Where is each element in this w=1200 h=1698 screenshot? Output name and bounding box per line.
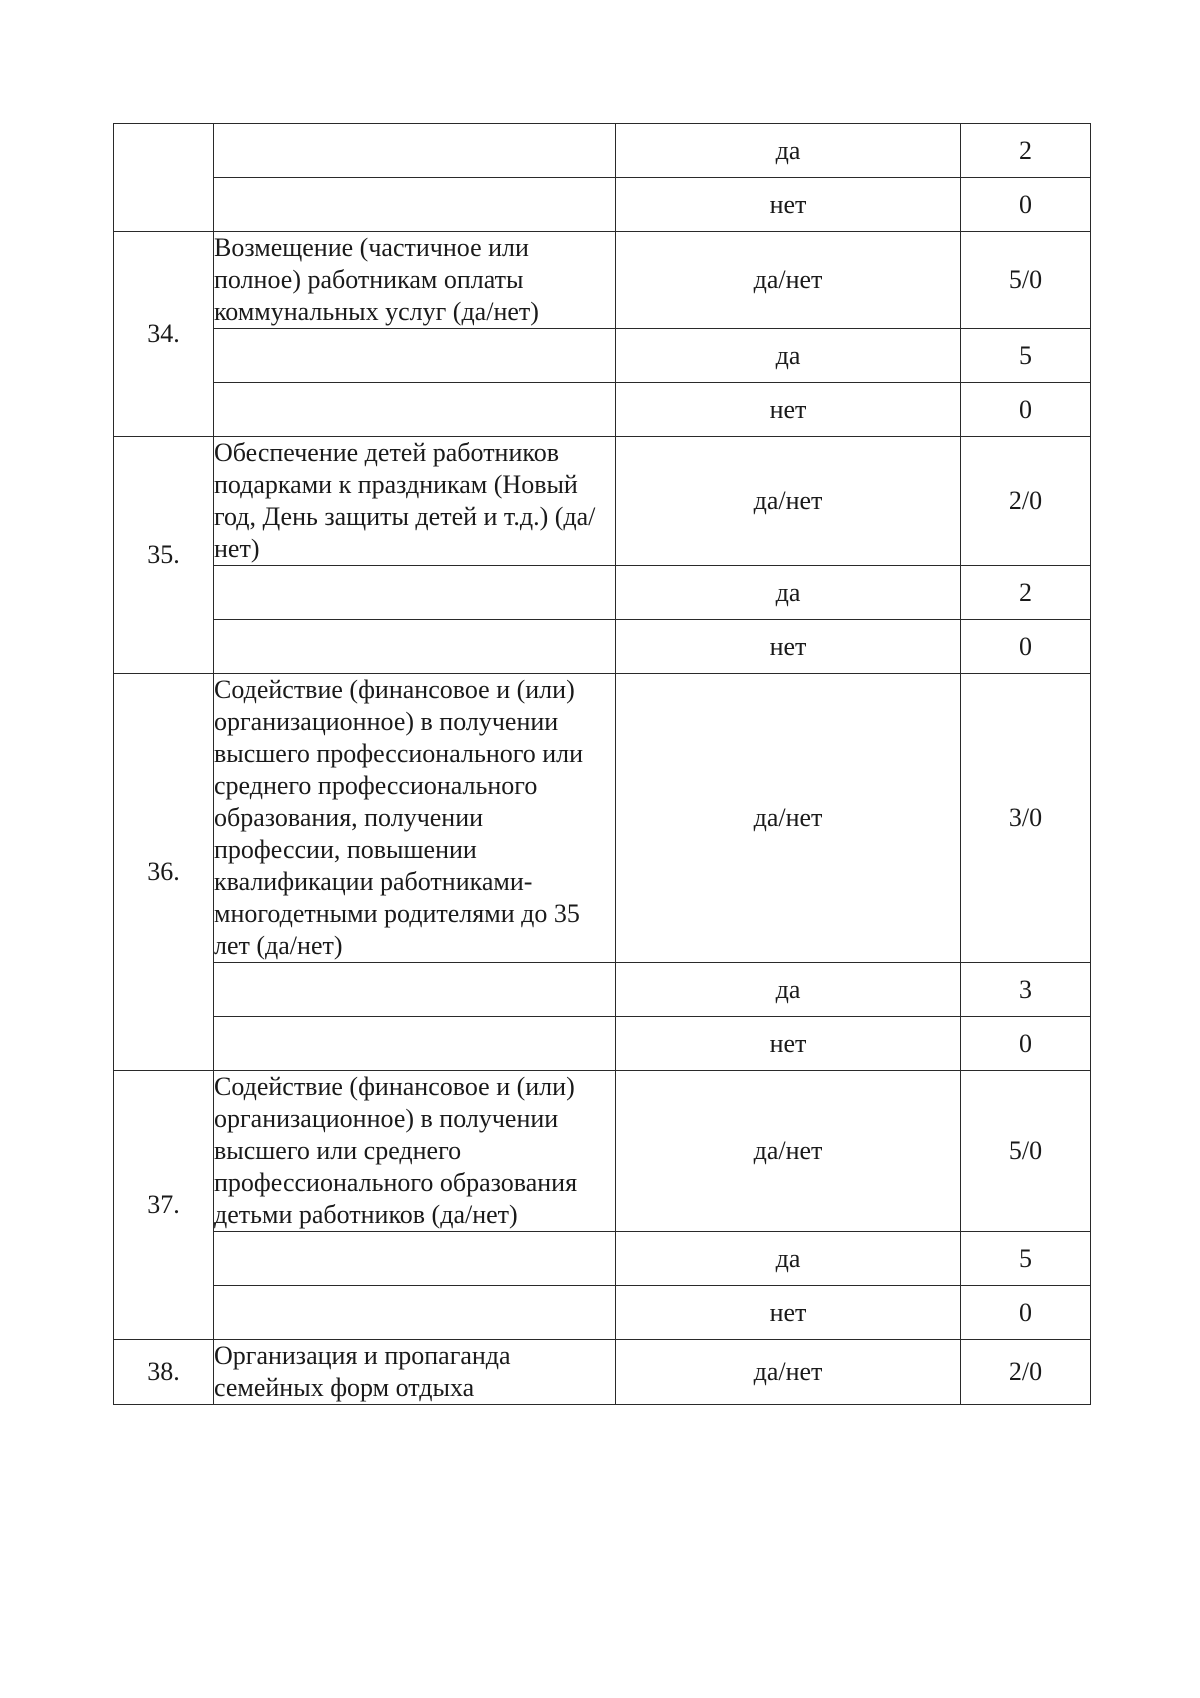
points-cell: 0 bbox=[961, 620, 1091, 674]
table-row bbox=[114, 437, 1091, 566]
name-cell bbox=[214, 383, 616, 437]
answer-cell: нет bbox=[616, 620, 961, 674]
answer-cell: нет bbox=[616, 178, 961, 232]
criteria-table bbox=[113, 123, 1091, 1405]
criterion-name-cell: Содействие (финансовое и (или) организационное) в получении высшего профессионального или среднего профессионального образования, получении профессии, повышении квалификации работниками-многодетными родителями до 35 лет (да/нет) bbox=[214, 674, 616, 963]
points-cell: 0 bbox=[961, 1286, 1091, 1340]
table-row bbox=[114, 1017, 1091, 1071]
name-cell bbox=[214, 566, 616, 620]
points-cell: 0 bbox=[961, 178, 1091, 232]
name-cell bbox=[214, 1232, 616, 1286]
criterion-name-cell: Организация и пропаганда семейных форм отдыха bbox=[214, 1340, 616, 1405]
points-cell: 3 bbox=[961, 963, 1091, 1017]
answer-cell: да bbox=[616, 329, 961, 383]
points-cell: 2 bbox=[961, 124, 1091, 178]
points-cell: 5 bbox=[961, 329, 1091, 383]
table-row bbox=[114, 124, 1091, 178]
criterion-name-cell: Обеспечение детей работников подарками к праздникам (Новый год, День защиты детей и т.д.) (да/нет) bbox=[214, 437, 616, 566]
table-row bbox=[114, 963, 1091, 1017]
points-cell: 5/0 bbox=[961, 1071, 1091, 1232]
points-cell: 0 bbox=[961, 383, 1091, 437]
item-number-cell: 36. bbox=[114, 674, 214, 1071]
item-number-cell: 37. bbox=[114, 1071, 214, 1340]
table-row bbox=[114, 1286, 1091, 1340]
points-cell: 2/0 bbox=[961, 437, 1091, 566]
points-cell: 3/0 bbox=[961, 674, 1091, 963]
item-number-cell: 34. bbox=[114, 232, 214, 437]
table-row bbox=[114, 1071, 1091, 1232]
answer-cell: нет bbox=[616, 1286, 961, 1340]
table-row bbox=[114, 674, 1091, 963]
points-cell: 5 bbox=[961, 1232, 1091, 1286]
table-row bbox=[114, 620, 1091, 674]
name-cell bbox=[214, 178, 616, 232]
name-cell bbox=[214, 963, 616, 1017]
table-row bbox=[114, 566, 1091, 620]
criterion-name-cell: Содействие (финансовое и (или) организационное) в получении высшего или среднего профессионального образования детьми работников (да/нет) bbox=[214, 1071, 616, 1232]
answer-cell: нет bbox=[616, 383, 961, 437]
answer-cell: да bbox=[616, 124, 961, 178]
name-cell bbox=[214, 124, 616, 178]
answer-cell: да/нет bbox=[616, 437, 961, 566]
table-row bbox=[114, 178, 1091, 232]
answer-cell: нет bbox=[616, 1017, 961, 1071]
answer-cell: да bbox=[616, 1232, 961, 1286]
name-cell bbox=[214, 1286, 616, 1340]
answer-cell: да bbox=[616, 566, 961, 620]
name-cell bbox=[214, 1017, 616, 1071]
table-row bbox=[114, 232, 1091, 329]
item-number-cell: 38. bbox=[114, 1340, 214, 1405]
table-row bbox=[114, 1232, 1091, 1286]
points-cell: 2/0 bbox=[961, 1340, 1091, 1405]
answer-cell: да/нет bbox=[616, 232, 961, 329]
item-number-cell bbox=[114, 124, 214, 232]
answer-cell: да bbox=[616, 963, 961, 1017]
points-cell: 0 bbox=[961, 1017, 1091, 1071]
name-cell bbox=[214, 620, 616, 674]
answer-cell: да/нет bbox=[616, 674, 961, 963]
name-cell bbox=[214, 329, 616, 383]
points-cell: 5/0 bbox=[961, 232, 1091, 329]
table-row bbox=[114, 383, 1091, 437]
item-number-cell: 35. bbox=[114, 437, 214, 674]
points-cell: 2 bbox=[961, 566, 1091, 620]
criterion-name-cell: Возмещение (частичное или полное) работникам оплаты коммунальных услуг (да/нет) bbox=[214, 232, 616, 329]
answer-cell: да/нет bbox=[616, 1340, 961, 1405]
table-row bbox=[114, 1340, 1091, 1405]
answer-cell: да/нет bbox=[616, 1071, 961, 1232]
table-row bbox=[114, 329, 1091, 383]
